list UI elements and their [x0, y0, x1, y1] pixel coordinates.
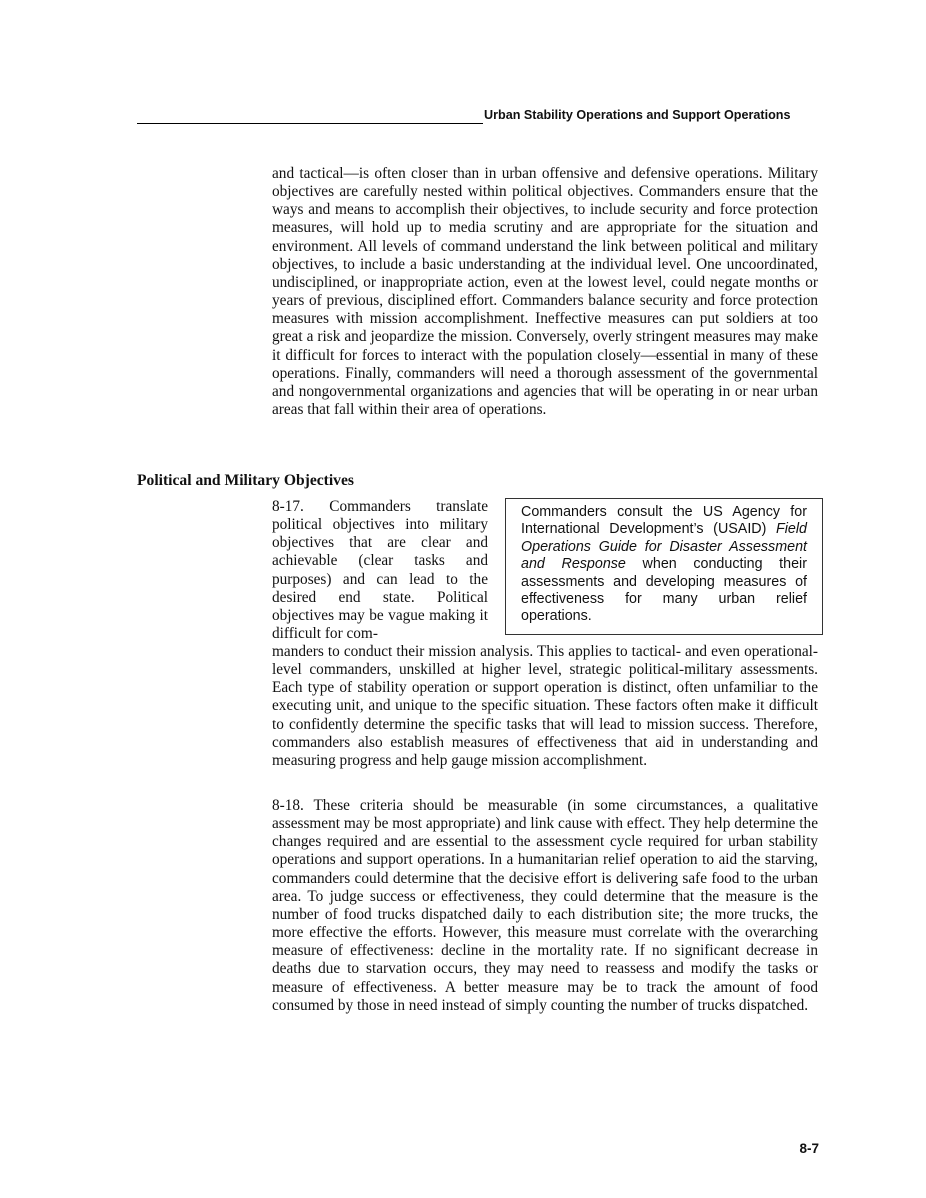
section-heading: Political and Military Objectives	[137, 472, 354, 489]
paragraph-8-17-part2: manders to conduct their mission analysis. This applies to tactical- and even operational-level commanders, unskilled at higher level, strategic political-military assessments. Each type of stability operation or support operation is distinct, often unfamiliar to the executing unit, and unique to the specific situation. These factors often make it difficult to confidently determine the specific tasks that will lead to mission success. Therefore, commanders also establish measures of effectiveness that aid in understanding and measuring progress and help gauge mission accomplishment.	[272, 643, 818, 769]
sidebar-text-before: Commanders consult the US Agency for International Development’s (USAID)	[521, 504, 807, 538]
paragraph-8-18: 8-18. These criteria should be measurable (in some circumstances, a qualitative assessment may be most appropriate) and link cause with effect. They help determine the changes required and are essential to the assessment cycle required for urban stability operations and support operations. In a humanitarian relief operation to aid the starving, commanders could determine that the decisive effort is delivering safe food to the urban area. To judge success or effectiveness, they could determine that the measure is the number of food trucks dispatched daily to each distribution site; the more trucks, the more effective the efforts. However, this measure must correlate with the overarching measure of effectiveness: decline in the mortality rate. If no significant decrease in deaths due to starvation occurs, they may need to reassess and modify the tasks or measure of effectiveness. A better measure may be to track the amount of food consumed by those in need instead of simply counting the number of trucks dispatched.	[272, 797, 818, 1014]
header-rule	[137, 123, 483, 124]
sidebar-guide-title: Field Operations Guide for Disaster Assessment and Response	[521, 521, 807, 573]
sidebar-callout-box	[505, 498, 823, 635]
sidebar-text	[521, 504, 807, 626]
paragraph-8-17-part1: 8-17. Commanders translate political objectives into military objectives that are clear and achievable (clear tasks and purposes) and can lead to the desired end state. Political objectives may be vague making it difficult for com-	[272, 498, 488, 643]
running-head: Urban Stability Operations and Support Operations	[484, 108, 791, 122]
page-number: 8-7	[799, 1141, 819, 1156]
sidebar-text-after: when conducting their assessments and developing measures of effectiveness for many urban relief operations.	[521, 556, 807, 625]
continued-paragraph: and tactical—is often closer than in urban offensive and defensive operations. Military objectives are carefully nested within political objectives. Commanders ensure that the ways and means to accomplish their objectives, to include security and force protection measures, will hold up to media scrutiny and are appropriate for the situation and environment. All levels of command understand the link between political and military objectives, to include a basic understanding at the individual level. One uncoordinated, undisciplined, or inappropriate action, even at the lowest level, could negate months or years of previous, disciplined effort. Commanders balance security and force protection measures with mission accomplishment. Ineffective measures can put soldiers at too great a risk and jeopardize the mission. Conversely, overly stringent measures may make it difficult for forces to interact with the population closely—essential in many of these operations. Finally, commanders will need a thorough assessment of the governmental and nongovernmental organizations and agencies that will be operating in or near urban areas that fall within their area of operations.	[272, 165, 818, 419]
